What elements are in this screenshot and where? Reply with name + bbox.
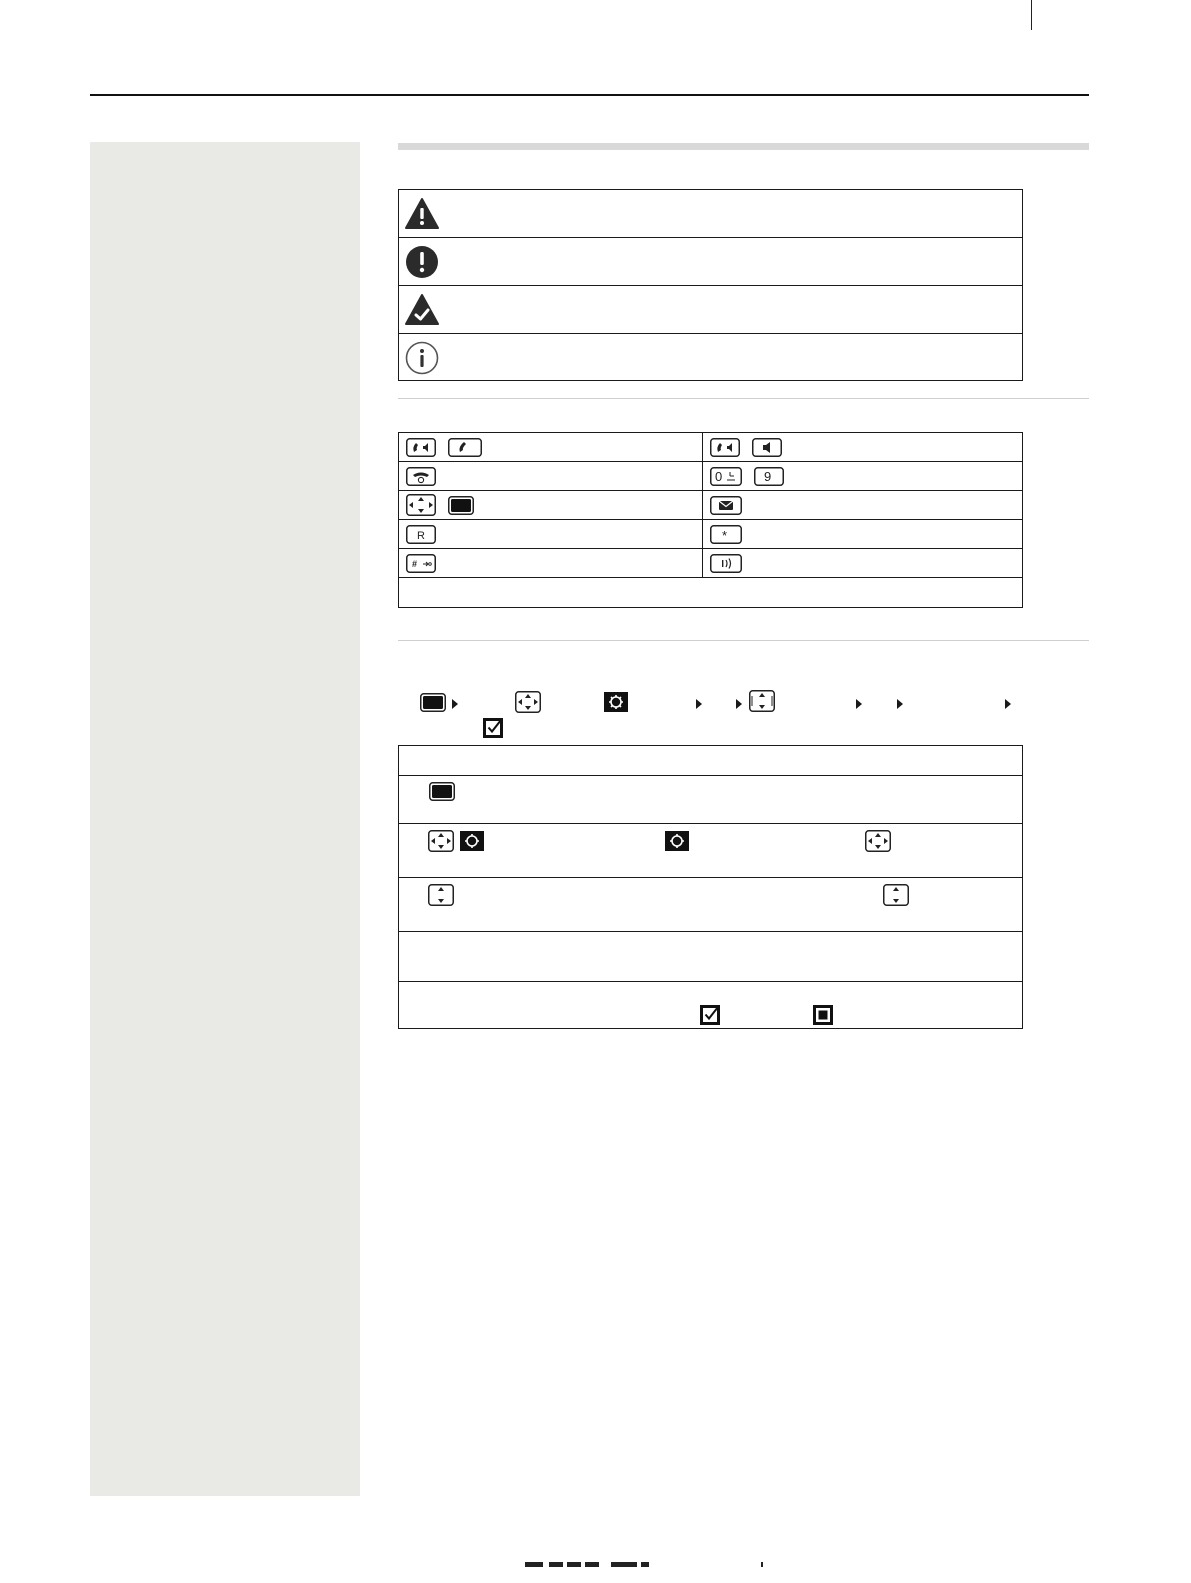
table-cell xyxy=(703,491,1023,520)
notice-row-important xyxy=(399,238,1022,286)
table-cell xyxy=(703,433,1023,462)
key-0-icon xyxy=(710,467,742,486)
star-key-icon xyxy=(710,525,742,544)
table-row xyxy=(399,491,1023,520)
settings-icon xyxy=(460,831,484,851)
table-row xyxy=(399,549,1023,578)
sidebar-panel xyxy=(90,142,360,1496)
handset-keys-table xyxy=(398,432,1023,608)
table-row xyxy=(399,520,1023,549)
hash-key-icon xyxy=(406,554,436,573)
warning-triangle-icon xyxy=(405,197,439,231)
table-cell xyxy=(399,433,703,462)
key-9-label: 9 xyxy=(764,468,772,484)
table-cell xyxy=(703,462,1023,491)
section-heading-bar xyxy=(398,143,1089,150)
paging-key-icon xyxy=(710,554,742,573)
notice-symbols-box xyxy=(398,189,1023,381)
path-arrow-icon xyxy=(452,699,458,709)
step-row xyxy=(399,982,1022,1030)
table-row xyxy=(399,578,1023,608)
settings-icon xyxy=(604,692,628,712)
path-arrow-icon xyxy=(856,699,862,709)
checkbox-checked-icon xyxy=(482,717,504,739)
key-9-icon xyxy=(754,467,784,486)
section-separator xyxy=(398,640,1089,641)
step-row xyxy=(399,878,1022,932)
step-row xyxy=(399,746,1022,776)
notice-row-requirement xyxy=(399,286,1022,334)
table-cell xyxy=(399,520,703,549)
table-cell xyxy=(399,462,703,491)
menu-key-icon xyxy=(420,693,446,712)
path-arrow-icon xyxy=(1005,699,1011,709)
speaker-key-icon xyxy=(752,438,782,457)
talk-key-icon xyxy=(448,438,482,457)
notice-row-warning xyxy=(399,190,1022,238)
crop-mark xyxy=(1031,0,1032,30)
control-key-4way-icon xyxy=(515,691,541,713)
header-rule xyxy=(90,94,1089,96)
print-marks xyxy=(525,1562,765,1568)
check-triangle-icon xyxy=(405,293,439,327)
table-cell xyxy=(703,549,1023,578)
star-key-label: * xyxy=(722,527,728,543)
recall-key-icon xyxy=(406,525,436,544)
path-arrow-icon xyxy=(897,699,903,709)
exclamation-circle-icon xyxy=(405,245,439,279)
key-0-label: 0 xyxy=(715,468,723,484)
control-key-4way-icon xyxy=(428,830,454,852)
table-row xyxy=(399,462,1023,491)
table-cell xyxy=(399,578,1023,608)
control-key-4way-icon xyxy=(406,494,436,516)
menu-key-icon xyxy=(429,782,455,801)
table-row xyxy=(399,433,1023,462)
checkbox-checked-icon xyxy=(699,1004,721,1026)
settings-icon xyxy=(665,831,689,851)
checkbox-unchecked-icon xyxy=(812,1004,834,1026)
control-key-updown-icon xyxy=(428,884,454,906)
step-row xyxy=(399,776,1022,824)
table-cell xyxy=(399,549,703,578)
table-cell xyxy=(703,520,1023,549)
control-key-updown-icon xyxy=(883,884,909,906)
end-call-key-icon xyxy=(406,467,436,486)
section-separator xyxy=(398,398,1089,399)
table-cell xyxy=(399,491,703,520)
hash-key-label: # xyxy=(412,558,418,569)
menu-path-example xyxy=(420,693,1020,715)
notice-row-info xyxy=(399,334,1022,382)
procedure-steps-box xyxy=(398,745,1023,1029)
path-arrow-icon xyxy=(696,699,702,709)
path-arrow-icon xyxy=(736,699,742,709)
info-circle-icon xyxy=(405,341,439,375)
menu-key-icon xyxy=(448,496,474,515)
message-key-icon xyxy=(710,496,742,515)
talk-speaker-key-icon xyxy=(710,438,740,457)
talk-speaker-key-icon xyxy=(406,438,436,457)
step-row xyxy=(399,824,1022,878)
control-key-4way-icon xyxy=(865,830,891,852)
step-row xyxy=(399,932,1022,982)
recall-key-label: R xyxy=(417,529,425,542)
control-key-updown-icon xyxy=(749,690,775,712)
